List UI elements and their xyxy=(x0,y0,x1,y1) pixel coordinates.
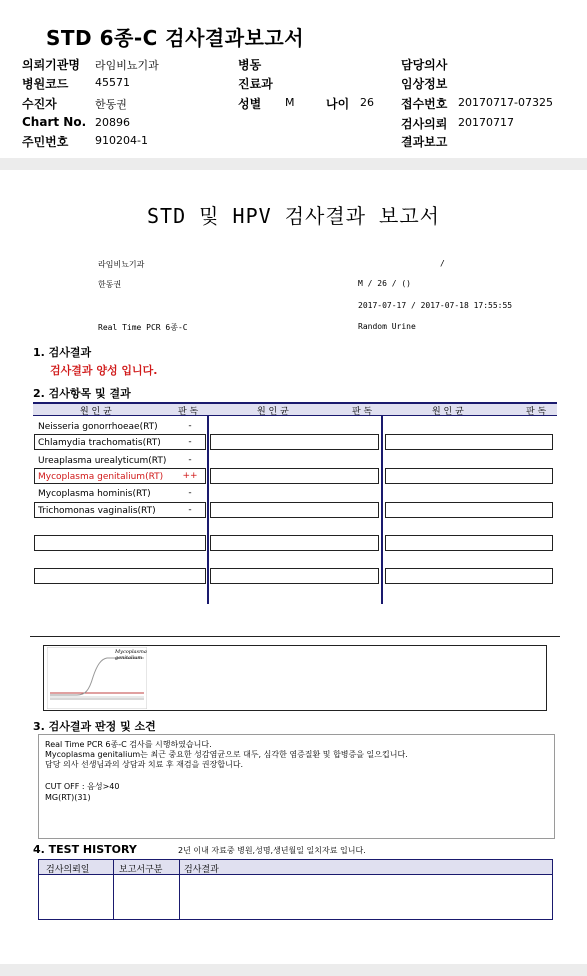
institution-value: 라임비뇨기과 xyxy=(95,59,159,72)
report-method: Real Time PCR 6종-C xyxy=(98,323,188,332)
report-page xyxy=(0,170,587,964)
comment-line: Real Time PCR 6종-C 검사를 시행하였습니다. xyxy=(45,740,212,749)
empty-row-box xyxy=(385,434,553,450)
test-name: Chlamydia trachomatis(RT) xyxy=(38,438,161,448)
empty-row-box xyxy=(385,502,553,518)
sex-value: M xyxy=(285,96,295,109)
col-header-organism-2: 원 인 균 xyxy=(257,407,289,417)
test-result: - xyxy=(188,437,192,447)
history-header-report-type: 보고서구분 xyxy=(119,865,163,875)
section1-title: 1. 검사결과 xyxy=(33,346,92,359)
section4-title: 4. TEST HISTORY xyxy=(33,843,137,856)
hospital-code-value: 45571 xyxy=(95,76,130,89)
empty-row-box xyxy=(210,434,379,450)
empty-row-box xyxy=(210,535,379,551)
col-header-reading-2: 판 독 xyxy=(352,407,373,417)
comment-line: MG(RT)(31) xyxy=(45,793,91,802)
section2-title: 2. 검사항목 및 결과 xyxy=(33,387,131,400)
header-title: STD 6종-C 검사결과보고서 xyxy=(46,26,305,50)
empty-row-box xyxy=(210,568,379,584)
column-divider xyxy=(207,416,209,604)
comment-line: 담당 의사 선생님과의 상담과 치료 후 재검을 권장합니다. xyxy=(45,760,244,769)
doctor-label: 담당의사 xyxy=(401,58,448,72)
history-header-result: 검사결과 xyxy=(184,865,219,875)
col-header-organism: 원 인 균 xyxy=(80,407,112,417)
history-note: 2년 이내 자료중 병원,성명,생년월일 일치자료 입니다. xyxy=(178,846,366,855)
test-result: - xyxy=(188,505,192,515)
empty-row-box xyxy=(210,468,379,484)
sex-label: 성별 xyxy=(238,97,262,111)
history-col-divider xyxy=(113,859,114,920)
col-header-organism-3: 원 인 균 xyxy=(432,407,464,417)
clinical-info-label: 임상정보 xyxy=(401,77,448,91)
empty-row-box xyxy=(385,568,553,584)
report-specimen: Random Urine xyxy=(358,322,416,331)
ward-label: 병동 xyxy=(238,58,262,72)
request-date-label: 검사의뢰 xyxy=(401,117,448,131)
patient-label: 수진자 xyxy=(22,97,57,111)
history-col-divider xyxy=(179,859,180,920)
col-header-reading-3: 판 독 xyxy=(526,407,547,417)
section3-title: 3. 검사결과 판정 및 소견 xyxy=(33,720,156,733)
chart-no-value: 20896 xyxy=(95,116,130,129)
header-card xyxy=(0,0,587,158)
hospital-code-label: 병원코드 xyxy=(22,77,69,91)
resident-no-label: 주민번호 xyxy=(22,135,69,149)
graph-legend: Mycoplasma genitalium xyxy=(115,649,147,661)
test-name: Ureaplasma urealyticum(RT) xyxy=(38,456,167,466)
test-name: Trichomonas vaginalis(RT) xyxy=(38,506,156,516)
age-value: 26 xyxy=(360,96,374,109)
request-date-value: 20170717 xyxy=(458,116,514,129)
empty-row-box xyxy=(34,535,206,551)
column-divider xyxy=(381,416,383,604)
report-patient: 한동권 xyxy=(98,280,122,289)
empty-row-box xyxy=(34,568,206,584)
report-dates: 2017-07-17 / 2017-07-18 17:55:55 xyxy=(358,301,513,310)
report-institution: 라임비뇨기과 xyxy=(98,260,145,269)
patient-value: 한동권 xyxy=(95,98,127,111)
col-header-reading: 판 독 xyxy=(178,407,199,417)
history-table-header xyxy=(38,859,553,875)
empty-row-box xyxy=(385,468,553,484)
comment-line: CUT OFF : 음성>40 xyxy=(45,782,120,791)
test-result: - xyxy=(188,488,192,498)
separator-line xyxy=(30,636,560,637)
receipt-no-label: 접수번호 xyxy=(401,97,448,111)
empty-row-box xyxy=(210,502,379,518)
test-result-positive: ++ xyxy=(182,471,198,481)
empty-row-box xyxy=(385,535,553,551)
test-name: Mycoplasma hominis(RT) xyxy=(38,489,151,499)
report-sex-age: M / 26 / () xyxy=(358,279,411,288)
test-result: - xyxy=(188,421,192,431)
institution-label: 의뢰기관명 xyxy=(22,58,80,72)
resident-no-value: 910204-1 xyxy=(95,134,148,147)
test-name-positive: Mycoplasma genitalium(RT) xyxy=(38,472,164,482)
test-name: Neisseria gonorrhoeae(RT) xyxy=(38,422,158,432)
report-title: STD 및 HPV 검사결과 보고서 xyxy=(147,204,440,228)
report-slash: / xyxy=(440,259,445,268)
result-report-label: 결과보고 xyxy=(401,135,448,149)
receipt-no-value: 20170717-07325 xyxy=(458,96,553,109)
age-label: 나이 xyxy=(326,97,350,111)
comment-line: Mycoplasma genitalium는 최근 중요한 성감염균으로 대두, 심각한 염증질환 및 합병증을 일으킵니다. xyxy=(45,750,408,759)
department-label: 진료과 xyxy=(238,77,273,91)
test-result: - xyxy=(188,455,192,465)
result-summary: 검사결과 양성 입니다. xyxy=(50,364,158,377)
chart-no-label: Chart No. xyxy=(22,115,87,129)
history-header-request-date: 검사의뢰일 xyxy=(46,865,90,875)
